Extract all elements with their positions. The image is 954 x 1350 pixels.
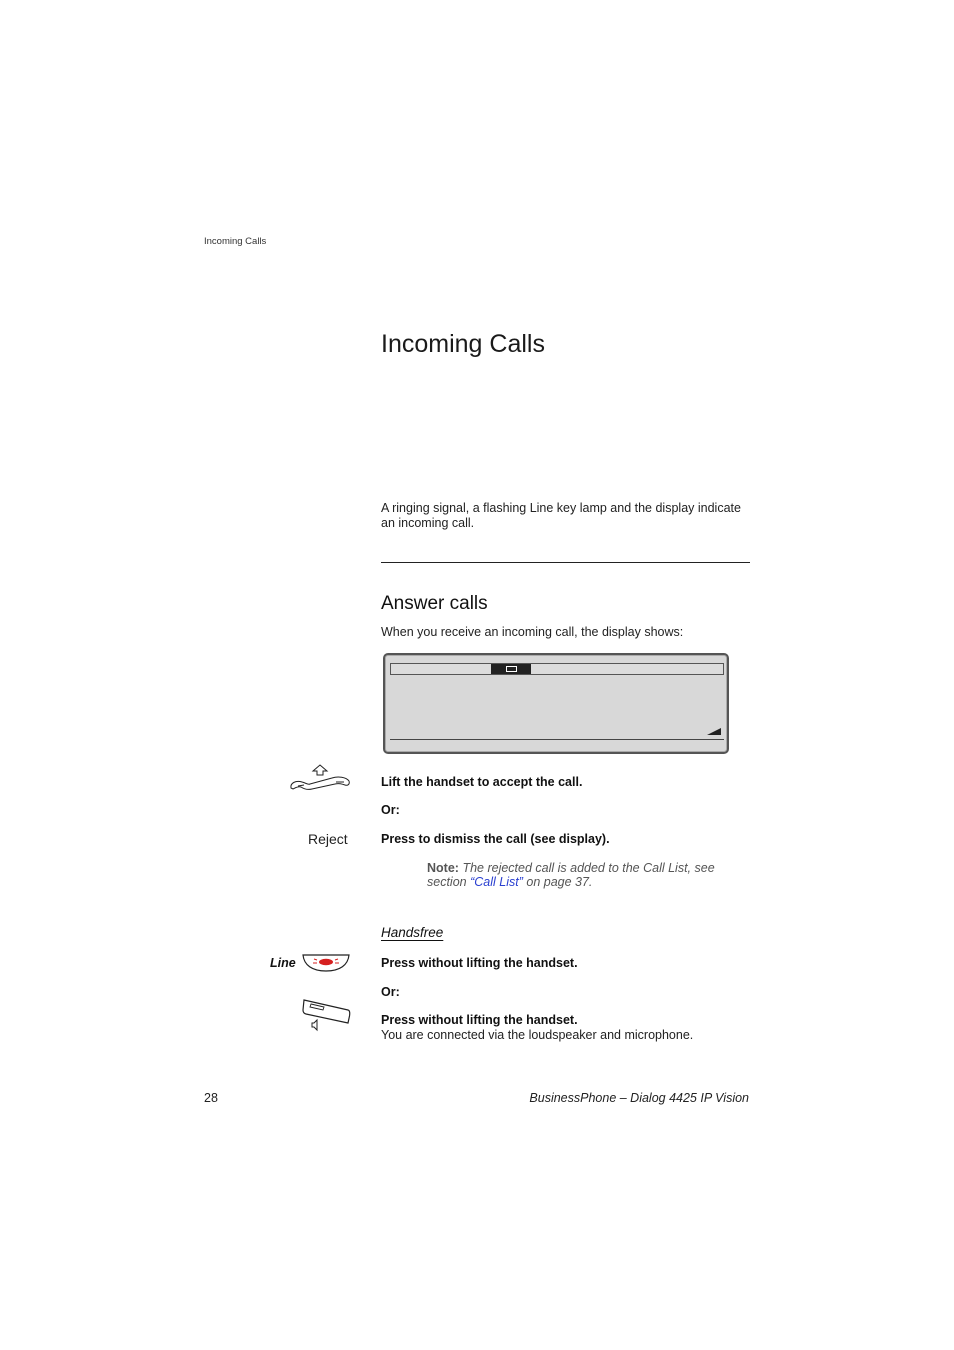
line-key-label: Line bbox=[270, 956, 296, 970]
note-text-page: on page 37. bbox=[526, 875, 593, 889]
display-softkey-line bbox=[390, 739, 724, 740]
lift-handset-icon bbox=[288, 763, 352, 793]
section-lead: When you receive an incoming call, the display shows: bbox=[381, 625, 684, 639]
signal-strength-icon bbox=[707, 728, 721, 735]
display-status-bar bbox=[390, 663, 724, 675]
phone-display bbox=[383, 653, 729, 754]
page-title: Incoming Calls bbox=[381, 330, 545, 358]
line-key-icon[interactable] bbox=[302, 953, 350, 973]
note-text: The rejected call is added to the Call List, see section bbox=[427, 861, 715, 889]
section-title: Answer calls bbox=[381, 593, 488, 614]
document-title: BusinessPhone – Dialog 4425 IP Vision bbox=[529, 1091, 749, 1105]
note bbox=[427, 861, 757, 889]
handsfree-heading: Handsfree bbox=[381, 925, 444, 940]
handsfree-line-instruction: Press without lifting the handset. bbox=[381, 956, 578, 970]
section-divider bbox=[381, 562, 750, 563]
or-label-2: Or: bbox=[381, 985, 400, 999]
handsfree-result: You are connected via the loudspeaker and microphone. bbox=[381, 1028, 694, 1042]
note-label: Note: bbox=[427, 861, 459, 875]
call-list-link[interactable]: “Call List” bbox=[470, 875, 523, 889]
display-active-tab bbox=[491, 664, 531, 674]
reject-instruction: Press to dismiss the call (see display). bbox=[381, 832, 610, 846]
speaker-key-icon[interactable] bbox=[302, 996, 352, 1032]
page-number: 28 bbox=[204, 1091, 218, 1105]
or-label: Or: bbox=[381, 803, 400, 817]
handsfree-speaker-instruction: Press without lifting the handset. bbox=[381, 1013, 578, 1027]
lift-instruction: Lift the handset to accept the call. bbox=[381, 775, 583, 789]
reject-softkey-label[interactable]: Reject bbox=[308, 831, 348, 847]
intro-paragraph: A ringing signal, a flashing Line key lamp and the display indicate an incoming call. bbox=[381, 501, 741, 530]
call-indicator-icon bbox=[506, 666, 517, 672]
running-header: Incoming Calls bbox=[204, 236, 267, 247]
